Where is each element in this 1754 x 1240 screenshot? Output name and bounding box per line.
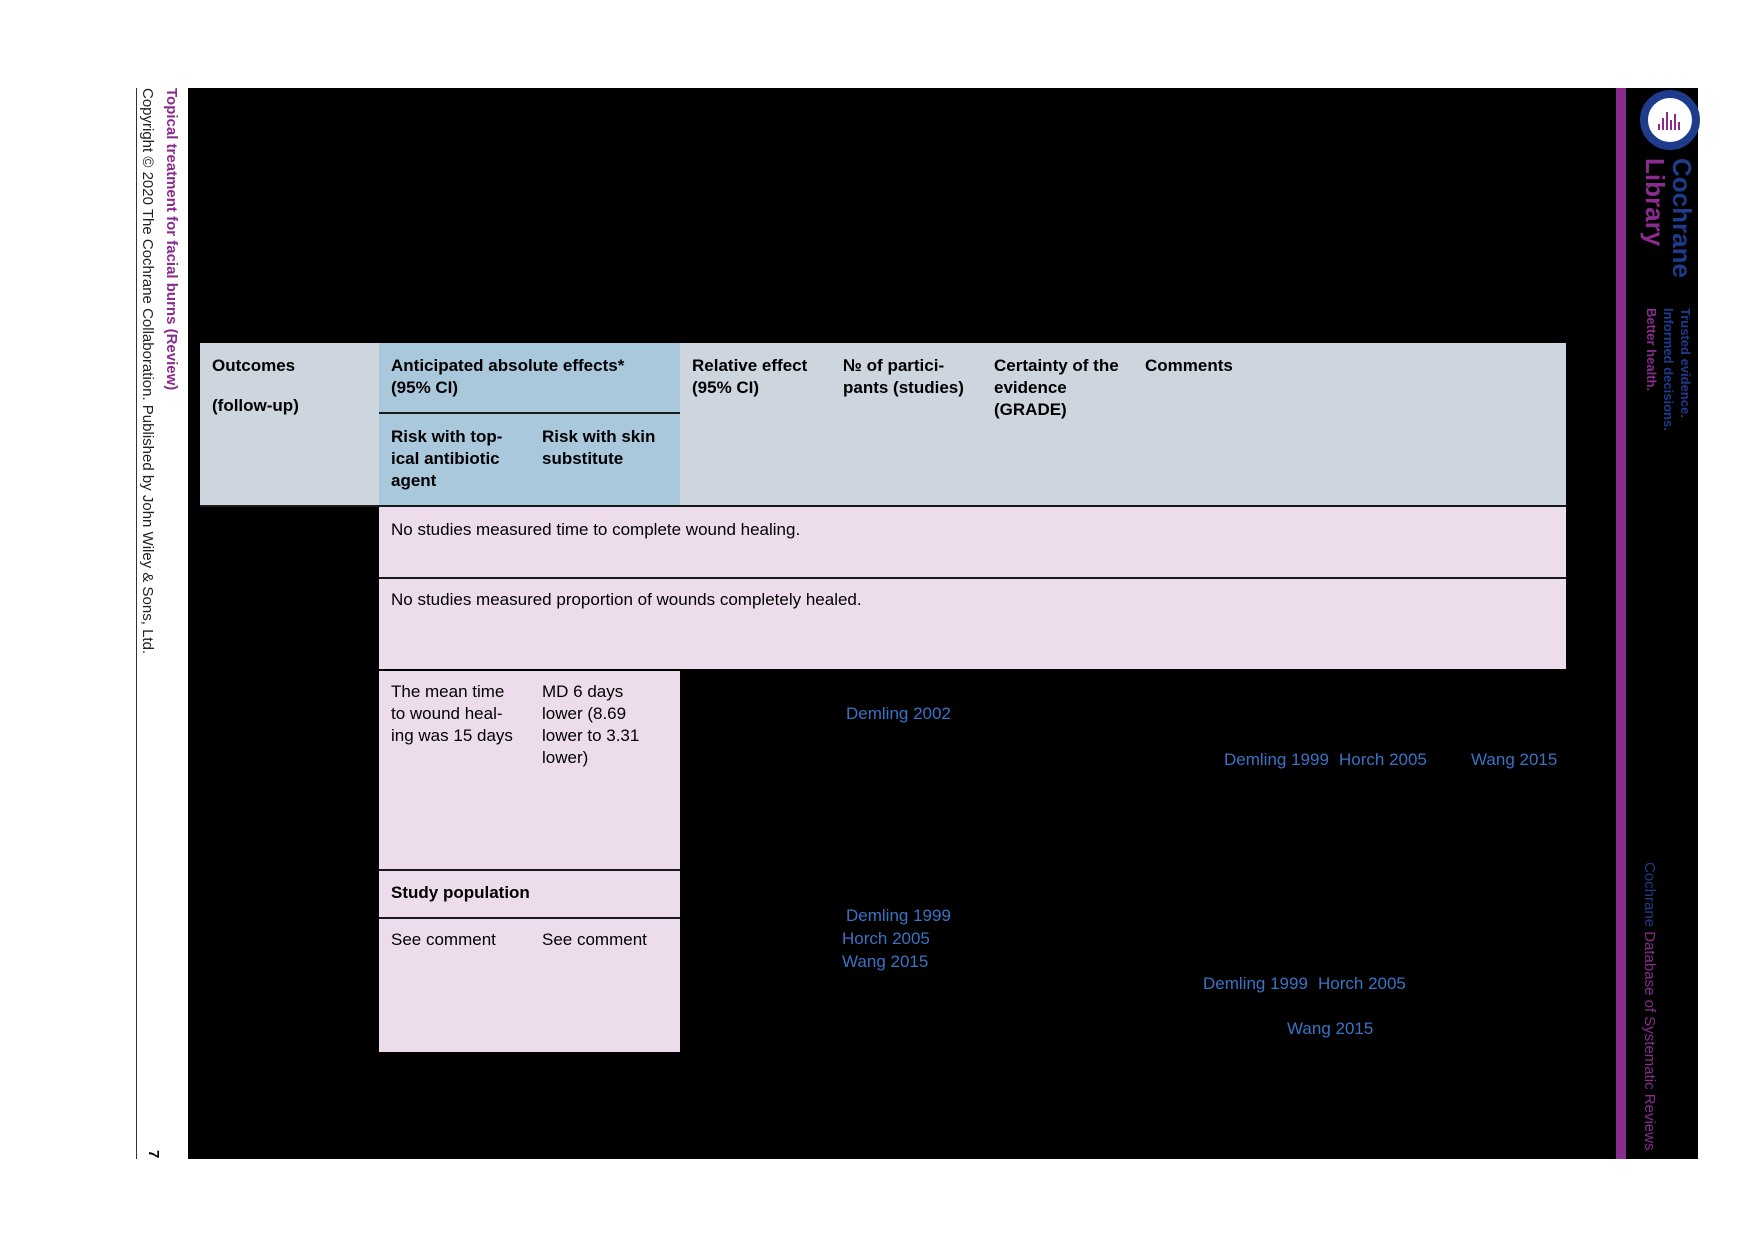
- row-proportion-healed: No studies measured proportion of wounds completely healed.: [379, 579, 1566, 669]
- cell-mean-time-control: The mean time to wound heal-ing was 15 days: [379, 671, 530, 870]
- left-margin-rule: [136, 88, 137, 1159]
- tagline-1: Trusted evidence.: [1678, 308, 1693, 418]
- header-certainty: Certainty of the evidence (GRADE): [982, 343, 1133, 506]
- ref-link-horch-2005[interactable]: Horch 2005: [842, 929, 930, 948]
- header-risk-substitute: Risk with skin substitute: [530, 414, 680, 506]
- ref-link-demling-2002[interactable]: Demling 2002: [846, 704, 951, 723]
- header-relative-effect: Relative effect (95% CI): [680, 343, 831, 506]
- brand-name-line1: Cochrane: [1667, 158, 1697, 278]
- brand-name-line2: Library: [1640, 158, 1670, 247]
- ref-link-horch-2005[interactable]: Horch 2005: [1318, 974, 1406, 993]
- logo-waveform-icon: [1656, 108, 1684, 130]
- header-comments: Comments: [1133, 343, 1566, 506]
- header-outcomes-label: Outcomes: [212, 356, 296, 375]
- header-followup-label: (follow-up): [212, 396, 299, 415]
- cell-see-comment-2: See comment: [530, 919, 680, 1052]
- cell-see-comment-1: See comment: [379, 919, 530, 1052]
- header-anticipated-effects: Anticipated absolute effects* (95% CI): [379, 343, 680, 413]
- cell-study-population: Study population: [379, 871, 680, 917]
- ref-link-wang-2015[interactable]: Wang 2015: [1471, 750, 1558, 769]
- ref-link-demling-1999[interactable]: Demling 1999: [1203, 974, 1308, 993]
- tagline-2: Informed decisions.: [1661, 308, 1676, 431]
- brand-stripe: [1616, 88, 1626, 1159]
- footer-title: Topical treatment for facial burns (Review): [163, 88, 180, 391]
- ref-link-wang-2015[interactable]: Wang 2015: [1287, 1019, 1374, 1038]
- ref-link-wang-2015[interactable]: Wang 2015: [842, 952, 929, 971]
- header-participants: № of partici-pants (studies): [831, 343, 982, 506]
- footer-copyright: Copyright © 2020 The Cochrane Collaboration. Published by John Wiley & Sons, Ltd.: [139, 88, 156, 655]
- ref-link-horch-2005[interactable]: Horch 2005: [1339, 750, 1427, 769]
- tagline-3: Better health.: [1644, 308, 1659, 392]
- ref-link-demling-1999[interactable]: Demling 1999: [1224, 750, 1329, 769]
- page-number: 7: [145, 1150, 162, 1159]
- cell-mean-time-effect: MD 6 days lower (8.69 lower to 3.31 lower): [530, 671, 680, 870]
- ref-link-demling-1999[interactable]: Demling 1999: [846, 906, 951, 925]
- database-title: Cochrane Database of Systematic Reviews: [1641, 862, 1658, 1151]
- header-outcomes: [200, 343, 379, 506]
- header-risk-antibiotic: Risk with top-ical antibiotic agent: [379, 414, 530, 506]
- row-time-to-complete-healing: No studies measured time to complete wound healing.: [379, 507, 1566, 577]
